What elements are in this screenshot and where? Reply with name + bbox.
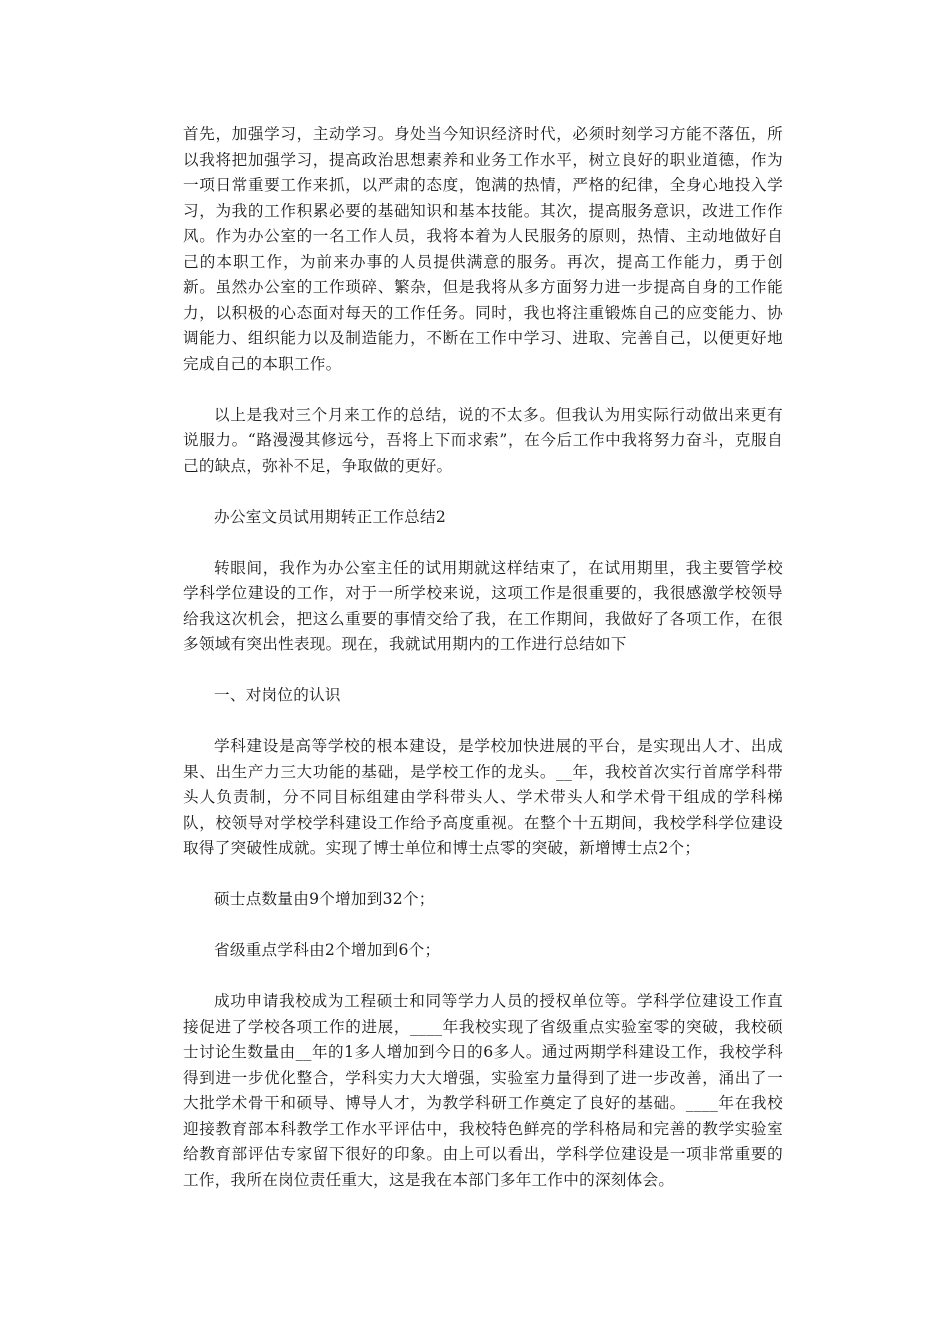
paragraph-discipline-construction: 学科建设是高等学校的根本建设，是学校加快进展的平台，是实现出人才、出成果、出生产力三大功能的基础，是学校工作的龙头。__年，我校首次实行首席学科带头人负责制，分不同目标组建由学科带头人、学术带头人和学术骨干组成的学科梯队，校领导对学校学科建设工作给予高度重视。在整个十五期间，我校学科学位建设取得了突破性成就。实现了博士单位和博士点零的突破，新增博士点2个； — [183, 737, 783, 857]
paragraph-key-disciplines: 省级重点学科由2个增加到6个； — [214, 941, 441, 959]
section-heading-summary-2: 办公室文员试用期转正工作总结2 — [214, 507, 446, 526]
paragraph-probation-intro: 转眼间，我作为办公室主任的试用期就这样结束了，在试用期里，我主要管学校学科学位建设的工作，对于一所学校来说，这项工作是很重要的，我很感激学校领导给我这次机会，把这么重要的事情交给了我，在工作期间，我做好了各项工作，在很多领域有突出性表现。现在，我就试用期内的工作进行总结如下 — [183, 558, 783, 653]
subheading-job-understanding: 一、对岗位的认识 — [214, 686, 341, 704]
paragraph-achievements: 成功申请我校成为工程硕士和同等学力人员的授权单位等。学科学位建设工作直接促进了学校各项工作的进展，____年我校实现了省级重点实验室零的突破，我校硕士讨论生数量由__年的1多人增加到今日的6多人。通过两期学科建设工作，我校学科得到进一步优化整合，学科实力大大增强，实验室力量得到了进一步改善，涌出了一大批学术骨干和硕导、博导人才，为教学科研工作奠定了良好的基础。____年在我校迎接教育部本科教学工作水平评估中，我校特色鲜亮的学科格局和完善的教学实验室给教育部评估专家留下很好的印象。由上可以看出，学科学位建设是一项非常重要的工作，我所在岗位责任重大，这是我在本部门多年工作中的深刻体会。 — [183, 992, 783, 1189]
paragraph-study-plan: 首先，加强学习，主动学习。身处当今知识经济时代，必须时刻学习方能不落伍，所以我将把加强学习，提高政治思想素养和业务工作水平，树立良好的职业道德，作为一项日常重要工作来抓，以严肃的态度，饱满的热情，严格的纪律，全身心地投入学习，为我的工作积累必要的基础知识和基本技能。其次，提高服务意识，改进工作作风。作为办公室的一名工作人员，我将本着为人民服务的原则，热情、主动地做好自己的本职工作，为前来办事的人员提供满意的服务。再次，提高工作能力，勇于创新。虽然办公室的工作琐碎、繁杂，但是我将从多方面努力进一步提高自身的工作能力，以积极的心态面对每天的工作任务。同时，我也将注重锻炼自己的应变能力、协调能力、组织能力以及制造能力，不断在工作中学习、进取、完善自己，以便更好地完成自己的本职工作。 — [183, 125, 783, 373]
document-body — [183, 122, 783, 1219]
paragraph-summary-conclusion: 以上是我对三个月来工作的总结，说的不太多。但我认为用实际行动做出来更有说服力。“路漫漫其修远兮，吾将上下而求索”，在今后工作中我将努力奋斗，克服自己的缺点，弥补不足，争取做的更好。 — [183, 405, 783, 475]
paragraph-master-points: 硕士点数量由9个增加到32个； — [214, 890, 435, 908]
